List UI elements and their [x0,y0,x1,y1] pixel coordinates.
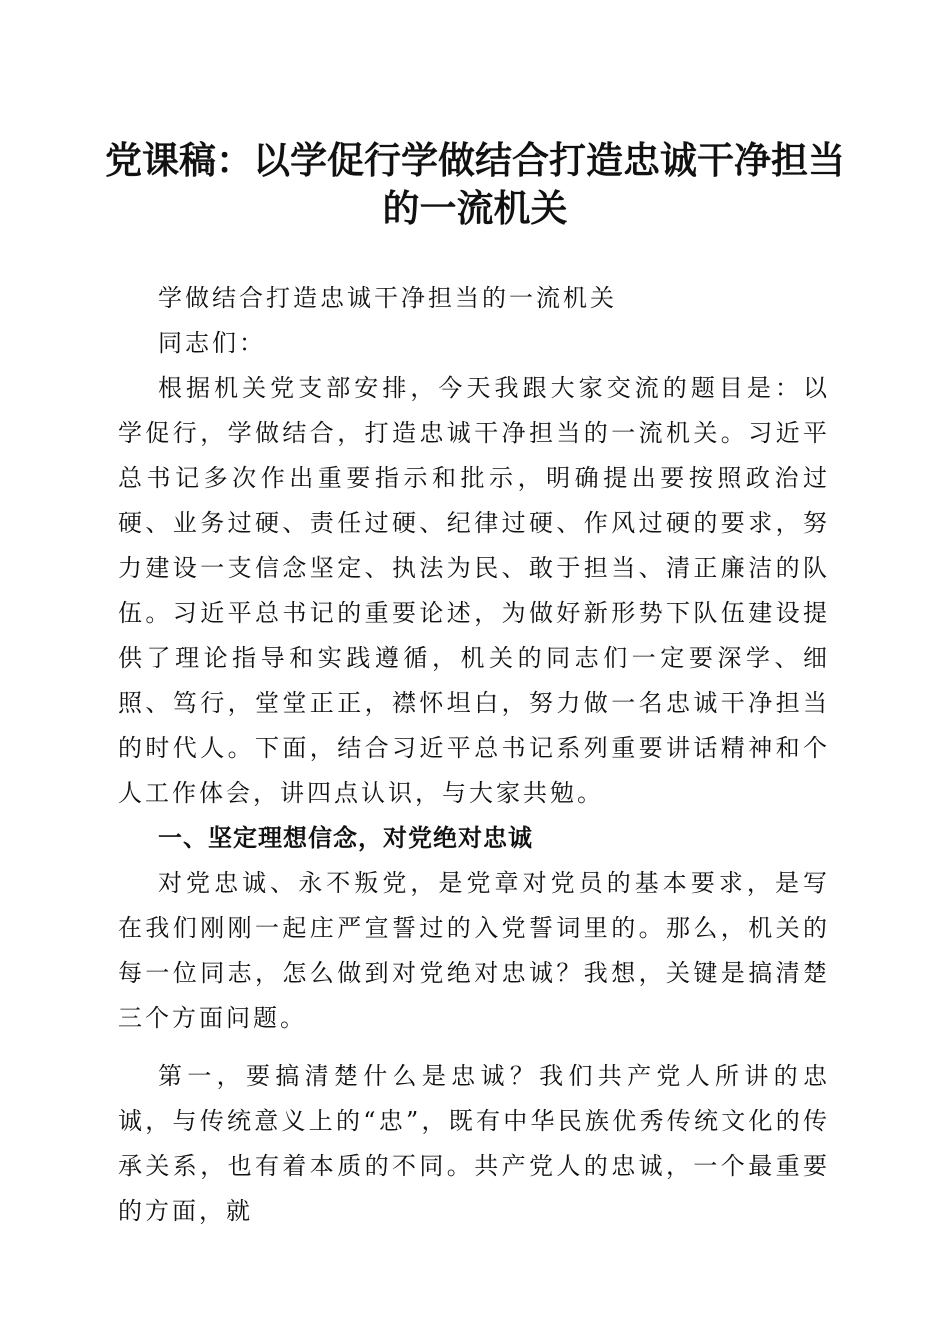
document-title-line-2: 的一流机关 [382,187,568,230]
subtitle-paragraph: 学做结合打造忠诚干净担当的一流机关 [158,284,617,312]
salutation-paragraph: 同志们： [158,329,266,357]
section-1-paragraph-1: 对党忠诚、永不叛党，是党章对党员的基本要求，是写在我们刚刚一起庄严宣誓过的入党誓词里的。那么，机关的每一位同志，怎么做到对党绝对忠诚？我想，关键是搞清楚三个方面问题。 [118,869,830,1032]
intro-paragraph: 根据机关党支部安排，今天我跟大家交流的题目是：以学促行，学做结合，打造忠诚干净担当的一流机关。习近平总书记多次作出重要指示和批示，明确提出要按照政治过硬、业务过硬、责任过硬、纪律过硬、作风过硬的要求，努力建设一支信念坚定、执法为民、敢于担当、清正廉洁的队伍。习近平总书记的重要论述，为做好新形势下队伍建设提供了理论指导和实践遵循，机关的同志们一定要深学、细照、笃行，堂堂正正，襟怀坦白，努力做一名忠诚干净担当的时代人。下面，结合习近平总书记系列重要讲话精神和个人工作体会，讲四点认识，与大家共勉。 [118,374,830,807]
document-title-line-1: 党课稿：以学促行学做结合打造忠诚干净担当 [105,139,845,182]
section-1-paragraph-2: 第一，要搞清楚什么是忠诚？我们共产党人所讲的忠诚，与传统意义上的“忠”，既有中华民族优秀传统文化的传承关系，也有着本质的不同。共产党人的忠诚，一个最重要的方面，就 [118,1062,830,1225]
document-body [118,276,830,1234]
section-heading-1: 一、坚定理想信念，对党绝对忠诚 [158,824,533,852]
